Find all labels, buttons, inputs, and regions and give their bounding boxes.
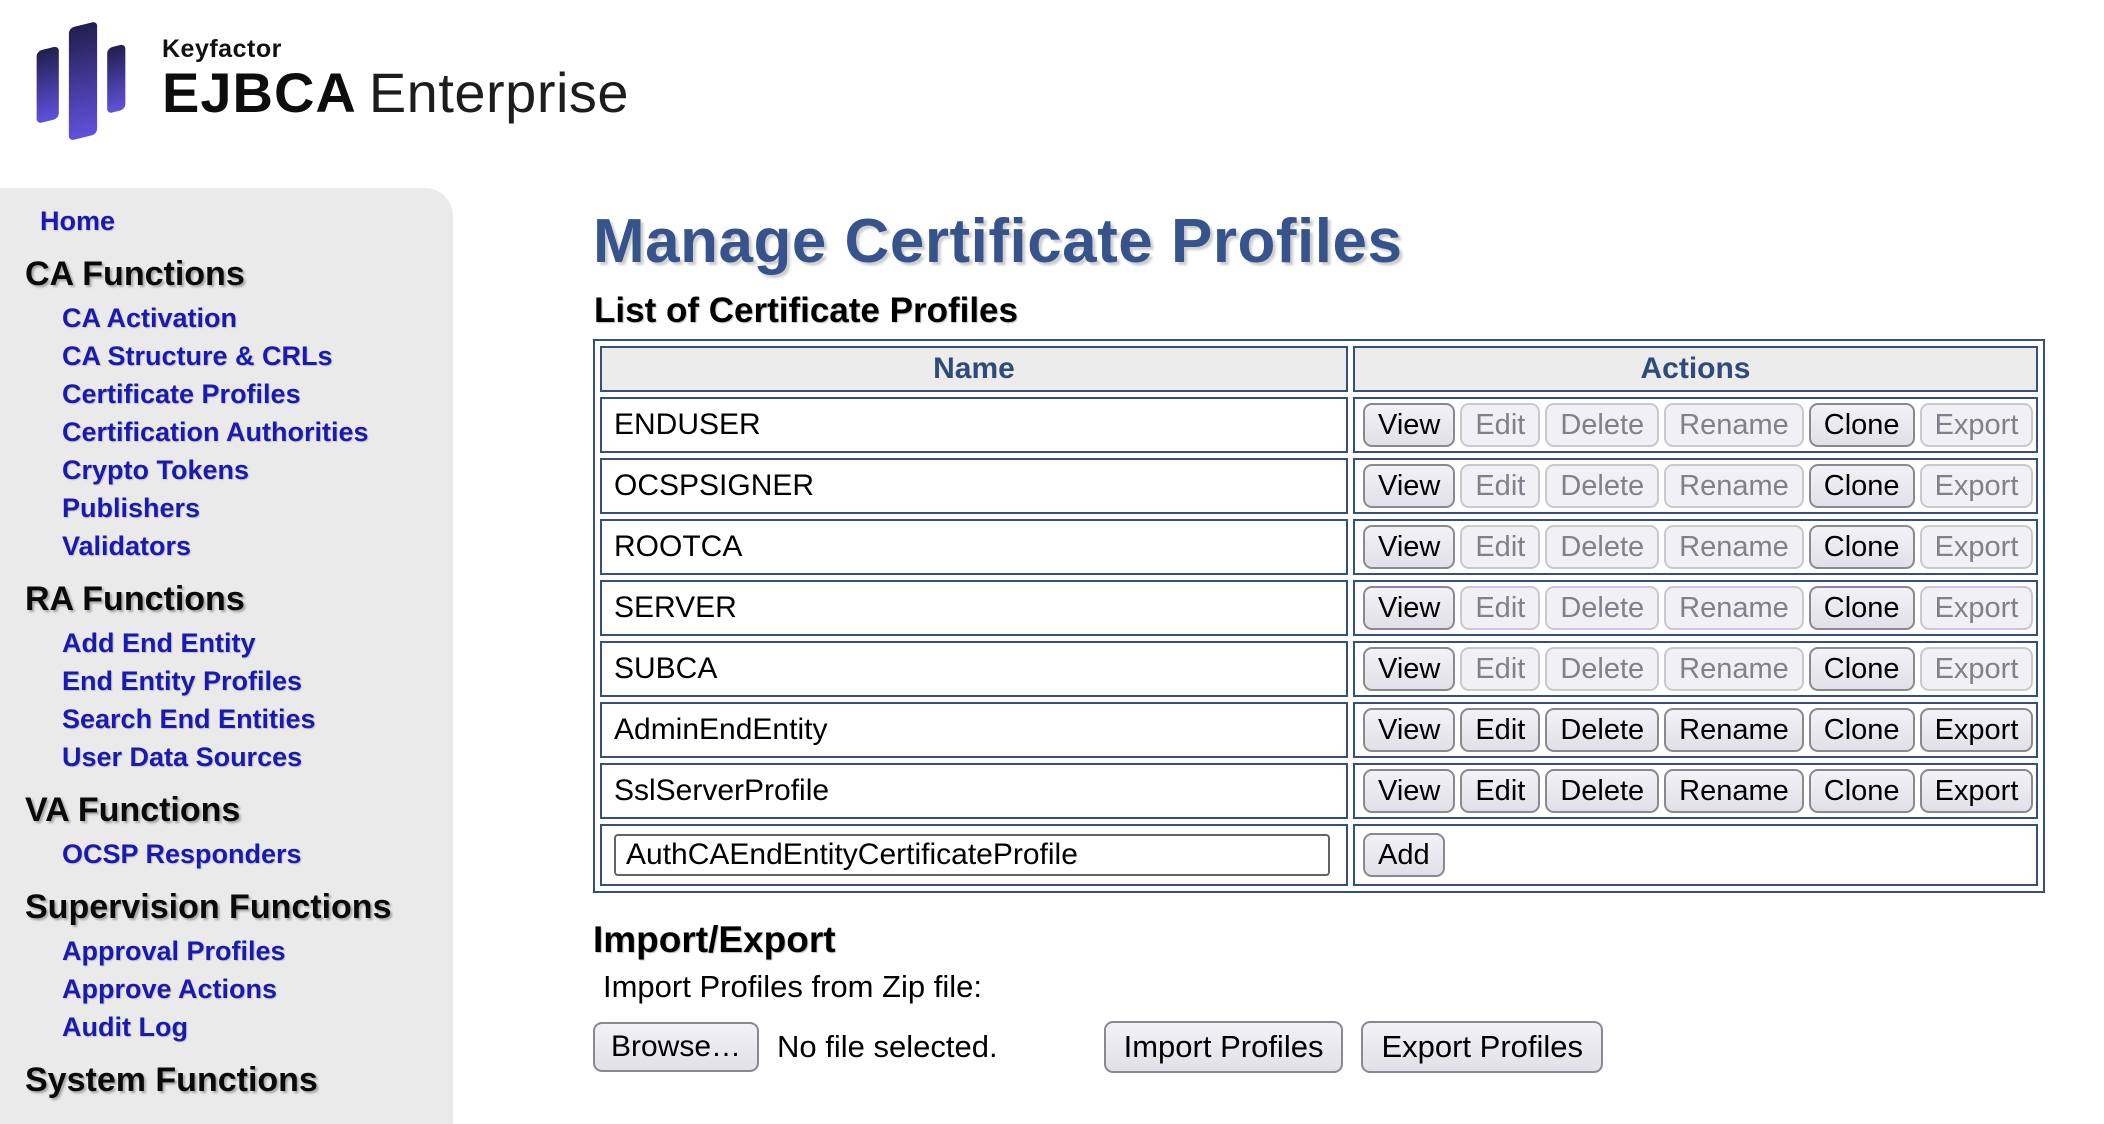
profile-name: ROOTCA <box>600 519 1348 575</box>
sidebar-item-certification-authorities[interactable]: Certification Authorities <box>62 417 369 447</box>
rename-button: Rename <box>1664 403 1804 447</box>
profile-name: SslServerProfile <box>600 763 1348 819</box>
table-row <box>600 519 2038 575</box>
table-row <box>600 580 2038 636</box>
delete-button: Delete <box>1545 586 1659 630</box>
column-header-actions: Actions <box>1353 346 2038 392</box>
sidebar-item-publishers[interactable]: Publishers <box>62 493 201 523</box>
profile-actions <box>1353 397 2038 453</box>
edit-button: Edit <box>1460 464 1540 508</box>
browse-button[interactable]: Browse… <box>593 1022 759 1072</box>
export-button: Export <box>1920 464 2034 508</box>
logo-product: EJBCA <box>162 61 357 124</box>
export-button: Export <box>1920 403 2034 447</box>
rename-button[interactable]: Rename <box>1664 769 1804 813</box>
profile-actions <box>1353 702 2038 758</box>
sidebar-item-audit-log[interactable]: Audit Log <box>62 1012 188 1042</box>
sidebar-item-certificate-profiles[interactable]: Certificate Profiles <box>62 379 301 409</box>
sidebar-item-ocsp-responders[interactable]: OCSP Responders <box>62 839 302 869</box>
table-row <box>600 641 2038 697</box>
file-row <box>593 1021 2045 1073</box>
profile-name: SERVER <box>600 580 1348 636</box>
profile-name: ENDUSER <box>600 397 1348 453</box>
import-profiles-button[interactable]: Import Profiles <box>1104 1021 1344 1073</box>
sidebar-section-supervision-functions: Supervision Functions <box>25 888 392 926</box>
sidebar-section-ra-functions: RA Functions <box>25 580 245 618</box>
import-export-heading: Import/Export <box>593 919 836 960</box>
table-row <box>600 702 2038 758</box>
profile-actions <box>1353 458 2038 514</box>
sidebar-item-user-data-sources[interactable]: User Data Sources <box>62 742 303 772</box>
delete-button: Delete <box>1545 464 1659 508</box>
sidebar-section-system-functions: System Functions <box>25 1061 318 1099</box>
rename-button: Rename <box>1664 525 1804 569</box>
rename-button: Rename <box>1664 586 1804 630</box>
add-action-cell <box>1353 824 2038 886</box>
table-row <box>600 397 2038 453</box>
logo-brand: Keyfactor <box>162 35 282 63</box>
table-row <box>600 763 2038 819</box>
export-button: Export <box>1920 647 2034 691</box>
profile-actions <box>1353 641 2038 697</box>
view-button[interactable]: View <box>1363 525 1455 569</box>
sidebar-item-validators[interactable]: Validators <box>62 531 192 561</box>
main-content <box>453 188 2045 1124</box>
export-button: Export <box>1920 525 2034 569</box>
sidebar-item-crypto-tokens[interactable]: Crypto Tokens <box>62 455 250 485</box>
profile-actions <box>1353 580 2038 636</box>
delete-button[interactable]: Delete <box>1545 708 1659 752</box>
clone-button[interactable]: Clone <box>1809 586 1915 630</box>
rename-button[interactable]: Rename <box>1664 708 1804 752</box>
clone-button[interactable]: Clone <box>1809 464 1915 508</box>
profile-name: OCSPSIGNER <box>600 458 1348 514</box>
edit-button: Edit <box>1460 647 1540 691</box>
column-header-name: Name <box>600 346 1348 392</box>
export-button: Export <box>1920 586 2034 630</box>
add-profile-cell <box>600 824 1348 886</box>
certificate-profiles-table <box>593 339 2045 893</box>
rename-button: Rename <box>1664 647 1804 691</box>
view-button[interactable]: View <box>1363 586 1455 630</box>
logo-edition: Enterprise <box>368 61 630 124</box>
delete-button: Delete <box>1545 403 1659 447</box>
sidebar-item-add-end-entity[interactable]: Add End Entity <box>62 628 256 658</box>
view-button[interactable]: View <box>1363 464 1455 508</box>
view-button[interactable]: View <box>1363 769 1455 813</box>
rename-button: Rename <box>1664 464 1804 508</box>
sidebar-item-approval-profiles[interactable]: Approval Profiles <box>62 936 286 966</box>
profile-actions <box>1353 763 2038 819</box>
sidebar-item-ca-structure-crls[interactable]: CA Structure & CRLs <box>62 341 333 371</box>
export-button[interactable]: Export <box>1920 708 2034 752</box>
delete-button: Delete <box>1545 525 1659 569</box>
no-file-text: No file selected. <box>777 1029 998 1064</box>
table-row <box>600 458 2038 514</box>
profile-actions <box>1353 519 2038 575</box>
edit-button: Edit <box>1460 403 1540 447</box>
sidebar-item-search-end-entities[interactable]: Search End Entities <box>62 704 316 734</box>
clone-button[interactable]: Clone <box>1809 403 1915 447</box>
clone-button[interactable]: Clone <box>1809 708 1915 752</box>
sidebar-item-home[interactable]: Home <box>40 206 116 236</box>
edit-button[interactable]: Edit <box>1460 708 1540 752</box>
clone-button[interactable]: Clone <box>1809 525 1915 569</box>
edit-button: Edit <box>1460 525 1540 569</box>
app-header <box>0 0 2104 188</box>
sidebar <box>0 188 453 1124</box>
page-title: Manage Certificate Profiles <box>593 207 1403 276</box>
sidebar-section-va-functions: VA Functions <box>25 791 241 829</box>
add-button[interactable]: Add <box>1363 833 1445 877</box>
export-button[interactable]: Export <box>1920 769 2034 813</box>
list-heading: List of Certificate Profiles <box>594 291 1018 330</box>
clone-button[interactable]: Clone <box>1809 769 1915 813</box>
view-button[interactable]: View <box>1363 403 1455 447</box>
clone-button[interactable]: Clone <box>1809 647 1915 691</box>
import-zip-label: Import Profiles from Zip file: <box>603 969 982 1004</box>
sidebar-item-approve-actions[interactable]: Approve Actions <box>62 974 278 1004</box>
export-profiles-button[interactable]: Export Profiles <box>1361 1021 1603 1073</box>
add-profile-row <box>600 824 2038 886</box>
profile-name: SUBCA <box>600 641 1348 697</box>
edit-button[interactable]: Edit <box>1460 769 1540 813</box>
profile-name: AdminEndEntity <box>600 702 1348 758</box>
new-profile-name-input[interactable] <box>614 834 1330 876</box>
keyfactor-logo-icon <box>36 18 128 144</box>
delete-button[interactable]: Delete <box>1545 769 1659 813</box>
logo-text <box>162 18 629 124</box>
view-button[interactable]: View <box>1363 647 1455 691</box>
view-button[interactable]: View <box>1363 708 1455 752</box>
sidebar-item-end-entity-profiles[interactable]: End Entity Profiles <box>62 666 303 696</box>
sidebar-section-ca-functions: CA Functions <box>25 255 245 293</box>
edit-button: Edit <box>1460 586 1540 630</box>
sidebar-item-ca-activation[interactable]: CA Activation <box>62 303 238 333</box>
delete-button: Delete <box>1545 647 1659 691</box>
